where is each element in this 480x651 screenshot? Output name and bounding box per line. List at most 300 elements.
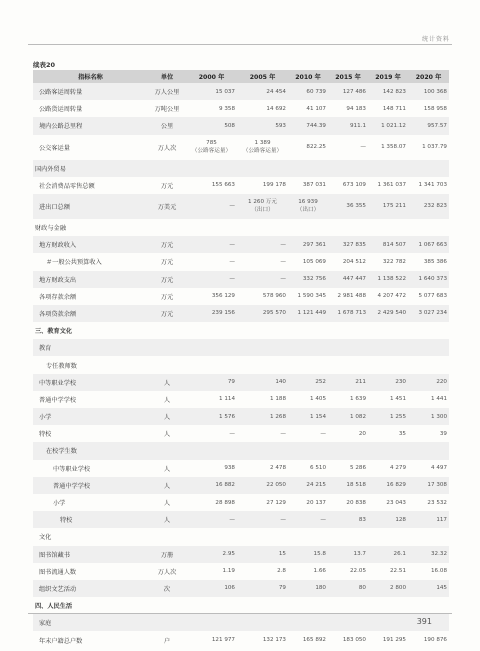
- row-value: [408, 322, 449, 339]
- row-value: [368, 160, 408, 177]
- row-value: 4 207 472: [377, 293, 406, 300]
- row-value: 5 286: [349, 465, 366, 472]
- row-value: 117: [408, 511, 449, 528]
- table-caption: 续表20: [33, 61, 56, 69]
- footer-rule: [28, 613, 452, 614]
- row-value: [186, 597, 237, 614]
- row-unit: [148, 442, 186, 459]
- table-row: [33, 177, 449, 194]
- row-value: 387 031: [302, 182, 326, 189]
- row-label: 专任教师数: [46, 362, 77, 370]
- row-value: 1 114: [218, 396, 235, 403]
- row-value: [408, 219, 449, 236]
- row-value: 1 300: [408, 408, 449, 425]
- row-unit: 万人次: [157, 568, 177, 576]
- row-value: 938: [224, 465, 235, 472]
- row-value: 1 678 713: [328, 305, 368, 322]
- row-value: —: [229, 258, 235, 265]
- row-value: —: [280, 430, 286, 437]
- row-value: 142 823: [368, 83, 408, 100]
- row-value: 232 823: [408, 194, 449, 219]
- row-value: —: [320, 430, 326, 437]
- row-value: [328, 442, 368, 459]
- row-value: [237, 160, 288, 177]
- row-value: 41 107: [306, 105, 326, 112]
- row-label: 中等职业学校: [33, 374, 148, 391]
- row-value: 1 188: [269, 396, 286, 403]
- table-row: [33, 614, 449, 631]
- row-value: [186, 528, 237, 545]
- row-value: 20 137: [306, 499, 326, 506]
- row-value: 16 882: [186, 477, 237, 494]
- table-row: [33, 322, 449, 339]
- table-header-row: [33, 70, 449, 83]
- row-value: 4 279: [389, 465, 406, 472]
- row-value: 94 183: [346, 105, 366, 112]
- row-label: 年末户籍总户数: [39, 637, 83, 645]
- row-value: 13.7: [328, 546, 368, 563]
- row-value: —: [288, 511, 328, 528]
- table-row: [33, 83, 449, 100]
- row-value: 3 027 234: [408, 305, 449, 322]
- row-value: 183 050: [342, 637, 366, 644]
- row-value: 35: [398, 430, 406, 437]
- row-value: 155 663: [211, 182, 235, 189]
- row-value: 23 532: [427, 499, 447, 506]
- table-row: [33, 135, 449, 160]
- row-label: 公路客运周转量: [33, 83, 148, 100]
- row-value: 1 154: [288, 408, 328, 425]
- statistics-table: [33, 70, 449, 649]
- row-value: 447 447: [328, 271, 368, 288]
- row-value: [288, 614, 328, 631]
- row-value: 165 892: [302, 637, 326, 644]
- row-value: [408, 597, 449, 614]
- row-value: [408, 442, 449, 459]
- row-value: 1 590 345: [297, 293, 326, 300]
- row-value: [368, 219, 408, 236]
- row-value: [186, 339, 237, 356]
- row-value: 83: [328, 511, 368, 528]
- row-unit: 人: [163, 500, 171, 508]
- row-value: 1 067 663: [408, 236, 449, 253]
- row-value: 1 121 449: [288, 305, 328, 322]
- row-value: 9 358: [218, 105, 235, 112]
- table-row: [33, 100, 449, 117]
- row-value: 180: [288, 580, 328, 597]
- row-value: 1 639: [349, 396, 366, 403]
- row-value: 28 898: [215, 499, 235, 506]
- row-unit: 万元: [148, 271, 186, 288]
- row-label: 普通中学学校: [39, 396, 77, 404]
- row-value: [408, 356, 449, 373]
- row-value: [288, 442, 328, 459]
- row-label: 在校学生数: [33, 442, 148, 459]
- row-value: [237, 219, 288, 236]
- table-row: [33, 477, 449, 494]
- table-row: [33, 236, 449, 253]
- row-value: [237, 322, 288, 339]
- row-value: [186, 356, 237, 373]
- row-value: 16 939 （出口）: [288, 194, 328, 219]
- row-value: 1 268: [237, 408, 288, 425]
- row-value: 508: [186, 117, 237, 134]
- col-header: 2010 年: [288, 70, 328, 83]
- row-value: —: [360, 144, 366, 151]
- row-value: 15.8: [288, 546, 328, 563]
- row-value: 16 829: [368, 477, 408, 494]
- running-header: 统计资料: [421, 36, 450, 43]
- row-value: 2.95: [186, 546, 237, 563]
- row-value: [328, 356, 368, 373]
- row-value: 27 129: [266, 499, 286, 506]
- row-value: 121 977: [211, 637, 235, 644]
- table-row: [33, 305, 449, 322]
- row-value: [328, 597, 368, 614]
- row-label: 中等职业学校: [53, 465, 91, 473]
- row-value: 100 368: [408, 83, 449, 100]
- row-unit: [148, 322, 186, 339]
- row-label: 四、人民生活: [35, 603, 73, 611]
- row-value: [237, 614, 288, 631]
- row-value: [288, 339, 328, 356]
- row-unit: 户: [163, 637, 171, 645]
- row-value: [237, 597, 288, 614]
- row-unit: 万人次: [157, 144, 177, 152]
- row-value: 20: [358, 430, 366, 437]
- row-value: 60 739: [288, 83, 328, 100]
- row-value: 356 129: [211, 293, 235, 300]
- row-value: 15 037: [186, 83, 237, 100]
- row-label: 各项贷款余额: [33, 305, 148, 322]
- row-label: 文化: [39, 534, 52, 542]
- row-value: —: [186, 236, 237, 253]
- row-value: 239 156: [186, 305, 237, 322]
- row-value: 673 109: [342, 182, 366, 189]
- row-value: 385 386: [423, 258, 447, 265]
- row-value: 2 800: [368, 580, 408, 597]
- row-value: 2 478: [269, 465, 286, 472]
- row-value: 36 355: [328, 194, 368, 219]
- row-value: 1 361 037: [377, 182, 406, 189]
- row-unit: 人: [163, 396, 171, 404]
- row-value: 32.32: [408, 546, 449, 563]
- row-value: [288, 528, 328, 545]
- row-value: 211: [328, 374, 368, 391]
- row-value: [237, 356, 288, 373]
- row-value: [328, 614, 368, 631]
- table-row: [33, 219, 449, 236]
- row-label: 境内公路总里程: [33, 117, 148, 134]
- row-unit: 人: [148, 511, 186, 528]
- row-value: —: [186, 194, 237, 219]
- row-value: 252: [288, 374, 328, 391]
- row-label: 图书流通人数: [39, 568, 77, 576]
- row-value: [288, 160, 328, 177]
- row-label: 特校: [39, 431, 52, 439]
- row-value: 26.1: [368, 546, 408, 563]
- row-value: 327 835: [328, 236, 368, 253]
- row-value: [368, 528, 408, 545]
- row-value: 1 260 万元 （出口）: [237, 194, 288, 219]
- table-row: [33, 374, 449, 391]
- row-value: 5 077 683: [418, 293, 447, 300]
- row-value: [408, 160, 449, 177]
- row-value: 22 050: [237, 477, 288, 494]
- row-value: 127 486: [328, 83, 368, 100]
- row-value: [408, 339, 449, 356]
- row-unit: 万人公里: [148, 83, 186, 100]
- table-row: [33, 356, 449, 373]
- row-unit: 万美元: [148, 194, 186, 219]
- row-label: 小学: [53, 500, 66, 508]
- row-unit: 万元: [160, 259, 174, 267]
- row-value: [186, 614, 237, 631]
- row-value: 2 981 488: [337, 293, 366, 300]
- row-label: 特校: [33, 511, 148, 528]
- row-value: 593: [237, 117, 288, 134]
- row-unit: 人: [163, 431, 171, 439]
- row-value: [186, 160, 237, 177]
- table-row: [33, 408, 449, 425]
- row-value: 744.39: [288, 117, 328, 134]
- row-unit: 万元: [148, 305, 186, 322]
- row-label: 普通中学学校: [33, 477, 148, 494]
- row-value: 2.8: [277, 568, 286, 575]
- table-body: [33, 83, 449, 649]
- row-value: [368, 442, 408, 459]
- table-row: [33, 271, 449, 288]
- row-value: 23 043: [386, 499, 406, 506]
- row-value: [328, 219, 368, 236]
- row-value: 1 082: [328, 408, 368, 425]
- row-value: [328, 528, 368, 545]
- row-value: 79: [237, 580, 288, 597]
- row-unit: 次: [148, 580, 186, 597]
- row-value: 17 308: [408, 477, 449, 494]
- row-value: 1 576: [186, 408, 237, 425]
- row-value: 911.1: [328, 117, 368, 134]
- row-value: 1 021.12: [368, 117, 408, 134]
- row-label: 财政与金融: [35, 225, 66, 233]
- row-label: 教育: [33, 339, 148, 356]
- row-label: ＃一般公共预算收入: [46, 259, 102, 267]
- row-value: [368, 614, 408, 631]
- col-header: 2019 年: [368, 70, 408, 83]
- table-row: [33, 460, 449, 477]
- row-value: 18 518: [328, 477, 368, 494]
- row-value: [237, 442, 288, 459]
- row-value: 106: [186, 580, 237, 597]
- row-unit: 人: [163, 465, 171, 473]
- row-value: 199 178: [262, 182, 286, 189]
- page-number: 391: [416, 617, 432, 626]
- row-value: [186, 219, 237, 236]
- col-header: 2020 年: [408, 70, 449, 83]
- row-value: 1 451: [389, 396, 406, 403]
- table-row: [33, 631, 449, 648]
- col-header: 2000 年: [186, 70, 237, 83]
- row-label: 地方财政收入: [33, 236, 148, 253]
- row-label: 小学: [33, 408, 148, 425]
- table-row: [33, 494, 449, 511]
- row-value: [288, 322, 328, 339]
- row-value: 158 958: [423, 105, 447, 112]
- row-value: 16.08: [430, 568, 447, 575]
- row-value: [186, 322, 237, 339]
- row-unit: 万元: [160, 293, 174, 301]
- row-value: 1.19: [222, 568, 235, 575]
- table-row: [33, 194, 449, 219]
- row-unit: [148, 528, 186, 545]
- row-value: 1 341 703: [418, 182, 447, 189]
- row-unit: [148, 339, 186, 356]
- row-value: 175 211: [368, 194, 408, 219]
- row-value: 105 069: [302, 258, 326, 265]
- table-row: [33, 288, 449, 305]
- row-unit: [148, 597, 186, 614]
- row-value: —: [186, 271, 237, 288]
- row-label: 公交客运量: [39, 144, 70, 152]
- table-row: [33, 391, 449, 408]
- row-value: 220: [408, 374, 449, 391]
- row-value: 80: [328, 580, 368, 597]
- row-value: 24 454: [237, 83, 288, 100]
- row-label: 三、教育文化: [35, 328, 73, 336]
- row-value: —: [280, 258, 286, 265]
- row-value: 2 429 540: [368, 305, 408, 322]
- row-value: [368, 339, 408, 356]
- row-value: 145: [408, 580, 449, 597]
- row-value: [368, 597, 408, 614]
- row-value: 1 405: [309, 396, 326, 403]
- table-row: [33, 117, 449, 134]
- row-value: [186, 442, 237, 459]
- table-row: [33, 563, 449, 580]
- row-label: 社会消费品零售总额: [39, 182, 95, 190]
- table-row: [33, 339, 449, 356]
- row-value: [408, 528, 449, 545]
- row-value: 190 876: [423, 637, 447, 644]
- row-value: 295 570: [237, 305, 288, 322]
- row-label: 各项存款余额: [39, 293, 77, 301]
- row-label: 地方财政支出: [33, 271, 148, 288]
- row-unit: [148, 160, 186, 177]
- row-value: [237, 339, 288, 356]
- row-value: [328, 322, 368, 339]
- table-row: [33, 442, 449, 459]
- table-row: [33, 528, 449, 545]
- row-unit: 人: [148, 408, 186, 425]
- col-header: 单位: [148, 70, 186, 83]
- row-value: 79: [186, 374, 237, 391]
- row-value: —: [237, 511, 288, 528]
- row-unit: 万册: [148, 546, 186, 563]
- row-value: 22.51: [389, 568, 406, 575]
- row-unit: [148, 614, 186, 631]
- row-value: 297 361: [288, 236, 328, 253]
- row-value: 1 255: [368, 408, 408, 425]
- row-unit: 人: [148, 477, 186, 494]
- row-value: 230: [368, 374, 408, 391]
- row-value: 822.25: [306, 144, 326, 151]
- row-value: —: [186, 511, 237, 528]
- row-value: 4 497: [430, 465, 447, 472]
- row-value: 578 960: [262, 293, 286, 300]
- col-header: 2015 年: [328, 70, 368, 83]
- row-value: 6 510: [309, 465, 326, 472]
- row-value: [288, 219, 328, 236]
- row-value: 322 782: [382, 258, 406, 265]
- row-value: 24 215: [288, 477, 328, 494]
- col-header: 指标名称: [33, 70, 148, 83]
- row-label: 组织文艺活动: [33, 580, 148, 597]
- table-row: [33, 511, 449, 528]
- row-value: 1.66: [313, 568, 326, 575]
- row-value: [237, 528, 288, 545]
- row-value: 15: [237, 546, 288, 563]
- row-unit: 万元: [160, 182, 174, 190]
- row-value: 148 711: [382, 105, 406, 112]
- row-label: 国内外贸易: [33, 160, 148, 177]
- table-row: [33, 546, 449, 563]
- row-value: [288, 356, 328, 373]
- row-value: —: [229, 430, 235, 437]
- row-value: 22.05: [349, 568, 366, 575]
- row-value: 332 756: [288, 271, 328, 288]
- row-value: [368, 356, 408, 373]
- row-value: 132 173: [262, 637, 286, 644]
- row-label: 家庭: [33, 614, 148, 631]
- row-value: 1 441: [430, 396, 447, 403]
- row-value: 814 507: [368, 236, 408, 253]
- table-row: [33, 597, 449, 614]
- row-unit: [148, 356, 186, 373]
- table-row: [33, 253, 449, 270]
- row-value: —: [237, 236, 288, 253]
- row-label: 图书馆藏书: [33, 546, 148, 563]
- row-value: [368, 322, 408, 339]
- row-unit: 公里: [148, 117, 186, 134]
- col-header: 2005 年: [237, 70, 288, 83]
- table-row: [33, 425, 449, 442]
- row-value: 1 037.79: [422, 144, 447, 151]
- row-value: 39: [439, 430, 447, 437]
- row-label: 公路货运周转量: [39, 106, 83, 114]
- row-unit: [148, 219, 186, 236]
- row-value: 1 389 （公路客运量）: [242, 140, 283, 155]
- row-value: 140: [237, 374, 288, 391]
- row-value: —: [237, 271, 288, 288]
- row-unit: 人: [148, 374, 186, 391]
- row-value: [328, 339, 368, 356]
- row-value: 957.57: [408, 117, 449, 134]
- header-rule: [28, 44, 452, 45]
- row-unit: 万元: [148, 236, 186, 253]
- row-value: 1 640 373: [408, 271, 449, 288]
- row-value: 1 138 522: [368, 271, 408, 288]
- row-value: 204 512: [342, 258, 366, 265]
- row-label: 进出口总额: [33, 194, 148, 219]
- row-unit: 万吨公里: [154, 106, 180, 114]
- row-value: 128: [368, 511, 408, 528]
- row-value: 20 838: [346, 499, 366, 506]
- table-row: [33, 160, 449, 177]
- row-value: [328, 160, 368, 177]
- row-value: [288, 597, 328, 614]
- row-value: 1 358.07: [381, 144, 406, 151]
- row-value: 191 295: [382, 637, 406, 644]
